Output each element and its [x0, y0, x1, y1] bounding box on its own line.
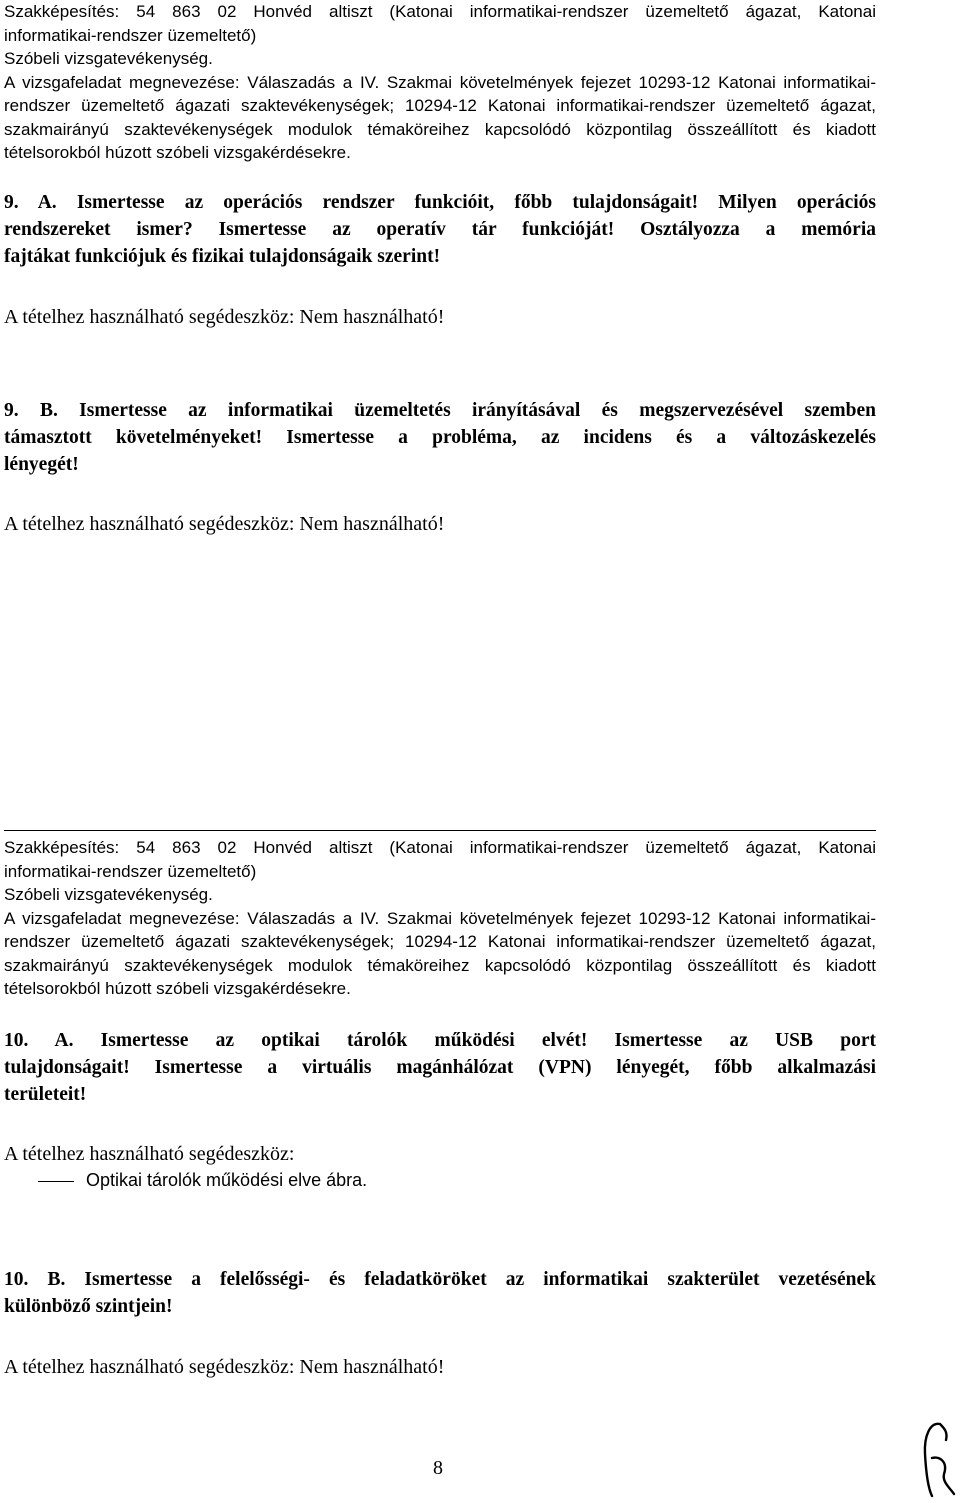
task-line: támasztott követelményeket! Ismertesse a probléma, az incidens és a változáskezelés [4, 427, 876, 448]
header-line: szakmairányú szaktevékenységek modulok témaköreihez kapcsolódó központilag összeállított és kiadott [4, 955, 876, 975]
task-line: 10. A. Ismertesse az optikai tárolók működési elvét! Ismertesse az USB port [4, 1030, 876, 1051]
header-line: Szóbeli vizsgatevékenység. [4, 885, 213, 904]
task-line: rendszereket ismer? Ismertesse az operatív tár funkcióját! Osztályozza a memória [4, 219, 876, 240]
page-number: 8 [433, 1457, 443, 1479]
header-line: informatikai-rendszer üzemeltető) [4, 25, 257, 45]
signature-mark [918, 1418, 958, 1500]
header-line: rendszer üzemeltető ágazati szaktevékenységek; 10294-12 Katonai informatikai-rendszer üzemeltető ágazat, [4, 932, 876, 951]
task-line: tulajdonságait! Ismertesse a virtuális magánhálózat (VPN) lényegét, főbb alkalmazási [4, 1057, 876, 1078]
header-line: informatikai-rendszer üzemeltető) [4, 861, 257, 881]
header-line: Szakképesítés: 54 863 02 Honvéd altiszt (Katonai informatikai-rendszer üzemeltető ágazat, Katonai [4, 838, 876, 857]
header-line: Szóbeli vizsgatevékenység. [4, 49, 213, 68]
header-line: rendszer üzemeltető ágazati szaktevékenységek; 10294-12 Katonai informatikai-rendszer üzemeltető ágazat, [4, 96, 876, 115]
task-10b [4, 1266, 876, 1320]
page-separator [4, 830, 876, 831]
task-9b [4, 397, 876, 478]
aid-item: Optikai tárolók működési elve ábra. [86, 1170, 368, 1190]
task-line: 9. B. Ismertesse az informatikai üzemeltetés irányításával és megszervezésével szemben [4, 400, 876, 421]
header-block-1 [4, 0, 876, 165]
aid-10b: A tételhez használható segédeszköz: Nem használható! [4, 1356, 445, 1378]
task-line: fajtákat funkciójuk és fizikai tulajdonságaik szerint! [4, 246, 441, 267]
header-line: tételsorokból húzott szóbeli vizsgakérdésekre. [4, 979, 351, 998]
aid-9b: A tételhez használható segédeszköz: Nem használható! [4, 513, 445, 535]
header-line: Szakképesítés: 54 863 02 Honvéd altiszt (Katonai informatikai-rendszer üzemeltető ágazat, Katonai [4, 2, 876, 21]
aid-10a: A tételhez használható segédeszköz: [4, 1143, 295, 1165]
task-9a [4, 189, 876, 270]
task-line: lényegét! [4, 454, 79, 475]
header-line: A vizsgafeladat megnevezése: Válaszadás a IV. Szakmai követelmények fejezet 10293-12 Katonai informatikai- [4, 72, 876, 92]
header-line: A vizsgafeladat megnevezése: Válaszadás a IV. Szakmai követelmények fejezet 10293-12 Katonai informatikai- [4, 908, 876, 928]
task-line: 10. B. Ismertesse a felelősségi- és feladatköröket az informatikai szakterület vezetésének [4, 1269, 876, 1290]
task-line: területeit! [4, 1084, 87, 1105]
task-line: különböző szintjein! [4, 1296, 173, 1317]
task-line: 9. A. Ismertesse az operációs rendszer funkcióit, főbb tulajdonságait! Milyen operációs [4, 192, 876, 213]
list-dash [38, 1181, 74, 1182]
task-10a [4, 1027, 876, 1108]
header-line: szakmairányú szaktevékenységek modulok témaköreihez kapcsolódó központilag összeállított és kiadott [4, 119, 876, 139]
header-line: tételsorokból húzott szóbeli vizsgakérdésekre. [4, 143, 351, 162]
header-block-2 [4, 836, 876, 1001]
aid-9a: A tételhez használható segédeszköz: Nem használható! [4, 306, 445, 328]
